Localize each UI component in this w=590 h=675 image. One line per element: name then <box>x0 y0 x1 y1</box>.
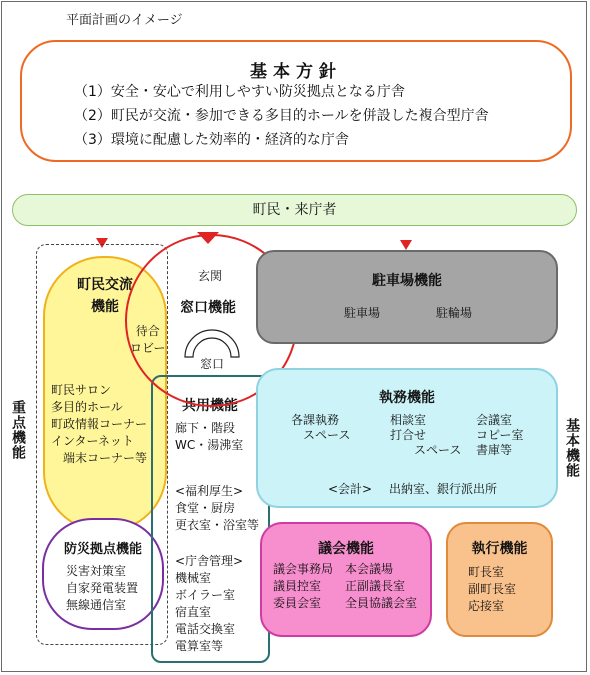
accounting-label: <会計> <box>328 482 373 496</box>
office-work-col2: 相談室 打合せ スペース <box>390 413 462 457</box>
civic-exchange-items: 町民サロン 多目的ホール 町政情報コーナー インターネット 端末コーナー等 <box>51 383 148 465</box>
basic-functions-label: 基本機能 <box>564 418 580 478</box>
counter-label: 窓口 <box>200 357 225 371</box>
building-admin-items: 機械室 ボイラー室 宿直室 電話交換室 電算室等 <box>175 571 236 653</box>
civic-exchange-title: 町民交流 機能 <box>77 277 133 315</box>
office-work-title: 執務機能 <box>379 390 435 406</box>
executive-items: 町長室 副町長室 応接室 <box>468 565 517 613</box>
parking-box <box>256 250 558 344</box>
page-title: 平面計画のイメージ <box>66 13 183 28</box>
building-admin-header: <庁舎管理> <box>175 554 244 568</box>
office-work-col1: 各課執務 スペース <box>291 413 351 442</box>
disaster-base-box <box>42 518 164 630</box>
executive-title: 執行機能 <box>471 541 528 557</box>
executive-box <box>446 522 553 637</box>
council-col1: 議会事務局 議員控室 委員会室 <box>273 562 334 610</box>
bicycle-parking-label: 駐輪場 <box>436 306 473 320</box>
welfare-header: <福利厚生> <box>175 484 244 498</box>
citizens-visitors-bar: 町民・来庁者 <box>12 194 577 226</box>
basic-policy-title: 基本方針 <box>250 62 342 82</box>
council-title: 議会機能 <box>318 541 374 557</box>
basic-policy-box <box>20 40 572 162</box>
council-box <box>260 522 432 637</box>
basic-policy-list <box>74 80 489 152</box>
shared-functions-items: 廊下・階段 WC・湯沸室 <box>175 421 244 452</box>
disaster-base-title: 防災拠点機能 <box>63 542 142 557</box>
shared-functions-title: 共用機能 <box>182 398 238 414</box>
policy-item: （1）安全・安心で利用しやすい防災拠点となる庁舎 <box>74 84 405 100</box>
service-counter-icon <box>182 325 242 359</box>
parking-title: 駐車場機能 <box>372 273 442 289</box>
parking-lot-label: 駐車場 <box>344 306 381 320</box>
policy-item: （3）環境に配慮した効率的・経済的な庁舎 <box>74 132 349 148</box>
window-functions-title: 窓口機能 <box>180 300 236 316</box>
disaster-base-items: 災害対策室 自家発電装置 無線通信室 <box>66 564 139 612</box>
council-col2: 本会議場 正副議長室 全員協議会室 <box>345 562 418 610</box>
office-work-box <box>256 368 558 508</box>
entrance-label: 玄関 <box>198 269 223 283</box>
accounting-items: 出納室、銀行派出所 <box>389 482 498 496</box>
welfare-items: 食堂・厨房 更衣室・浴室等 <box>175 501 260 532</box>
priority-functions-label: 重点機能 <box>10 400 26 460</box>
waiting-lobby-label: 待合 ロビー <box>130 324 166 355</box>
down-arrow-parking <box>400 240 412 250</box>
policy-item: （2）町民が交流・参加できる多目的ホールを併設した複合型庁舎 <box>74 108 489 124</box>
office-work-col3: 会議室 コピー室 書庫等 <box>476 413 524 457</box>
